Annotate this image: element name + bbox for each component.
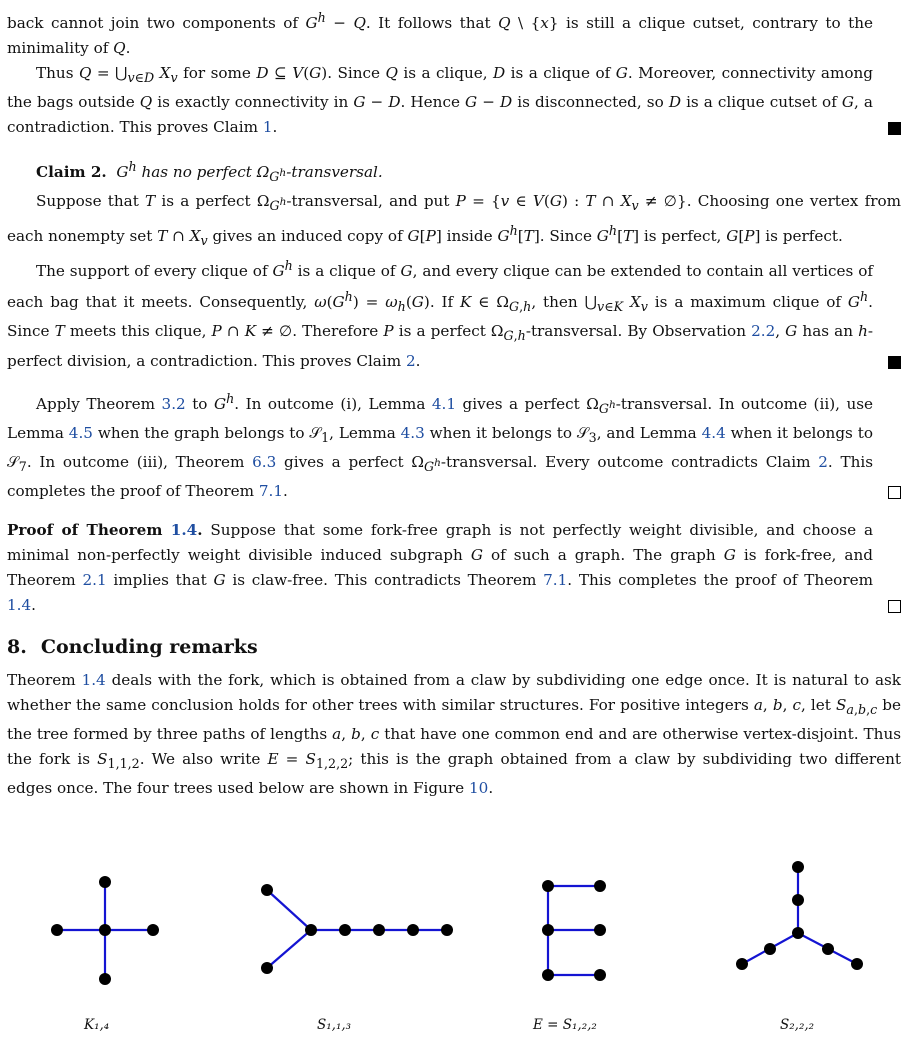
qed-solid-square-icon xyxy=(888,356,901,369)
k14-vertex xyxy=(51,924,63,936)
k14-vertex xyxy=(147,924,159,936)
s113-vertex xyxy=(339,924,351,936)
ref-theorem-2-1[interactable]: 2.1 xyxy=(82,570,107,589)
ref-theorem-6-3[interactable]: 6.3 xyxy=(252,452,277,471)
paragraph-p3: The support of every clique of $G^h$ is a clique of G, and every clique can be extended to contain all vertices of each bag that it meets. Consequently, $\omega(G^h) = \omega_h(G)$. If K ∈ $\Omega_{G,h}$, then $⋃_{v\in K}$ $X_v$ is a maximum clique of $G^h$. Since T meets this clique, P ∩ K ≠ ∅. Therefore P is a perfect $\Omega_{G,h}$-transversal. By Observation 2.2, G has an h-perfect division, a contradiction. This proves Claim 2. xyxy=(7,253,901,373)
s113-vertex xyxy=(441,924,453,936)
k14-vertex xyxy=(99,876,111,888)
e-vertex xyxy=(594,924,606,936)
e-vertex xyxy=(594,880,606,892)
k14-vertex xyxy=(99,973,111,985)
ref-claim-1[interactable]: 1 xyxy=(262,118,273,137)
claim-2-statement: Claim 2. $G^h$ has no perfect $\Omega_{G^h}$-transversal. xyxy=(36,159,383,185)
section-heading xyxy=(7,634,901,660)
ref-theorem-7-1b[interactable]: 7.1 xyxy=(543,570,568,589)
k14-vertex xyxy=(99,924,111,936)
s222-vertex xyxy=(792,894,804,906)
ref-lemma-4-4[interactable]: 4.4 xyxy=(701,423,726,442)
ref-figure-10[interactable]: 10 xyxy=(469,778,489,797)
proof-label: Proof of Theorem 1.4. xyxy=(7,520,203,539)
s113-edge xyxy=(267,930,311,968)
s113-vertex xyxy=(373,924,385,936)
trees-drawing xyxy=(0,840,906,1015)
ref-theorem-1-4-heading[interactable]: 1.4 xyxy=(170,520,198,539)
qed-open-square-icon xyxy=(888,600,901,613)
label-s222: S₂,₂,₂ xyxy=(780,1017,815,1033)
ref-theorem-3-2[interactable]: 3.2 xyxy=(161,394,186,413)
label-k14: K₁,₄ xyxy=(84,1017,110,1033)
e-vertex xyxy=(542,969,554,981)
paragraph-p0: back cannot join two components of $G^h - Q$. It follows that Q \ {x} is still a clique cutset, contrary to the minimality of Q. xyxy=(7,10,873,58)
s113-vertex xyxy=(261,962,273,974)
s222-vertex xyxy=(822,943,834,955)
s222-vertex xyxy=(736,958,748,970)
paper-page xyxy=(7,5,901,801)
paragraph-p2: Suppose that T is a perfect $\Omega_{G^h}$-transversal, and put P = {v ∈ V(G) : T ∩ $X_v$ ≠ ∅}. Choosing one vertex from each nonempty set T ∩ $X_v$ gives an induced copy of G[P] inside $G^h[T]$. Since $G^h[T]$ is perfect, G[P] is perfect. xyxy=(7,192,901,249)
s113-vertex xyxy=(261,884,273,896)
ref-lemma-4-5[interactable]: 4.5 xyxy=(68,423,93,442)
s222-vertex xyxy=(792,861,804,873)
paragraph-p6: Theorem 1.4 deals with the fork, which is obtained from a claw by subdividing one edge once. It is natural to ask whether the same conclusion holds for other trees with similar structures. For positive integers a, b, c, let $S_{a,b,c}$ be the tree formed by three paths of lengths a, b, c that have one common end and are otherwise vertex-disjoint. Thus the fork is $S_{1,1,2}$. We also write $E = S_{1,2,2}$; this is the graph obtained from a claw by subdividing two different edges once. The four trees used below are shown in Figure 10. xyxy=(7,670,902,797)
claim-2-label: Claim 2. xyxy=(36,163,107,182)
section-title: Concluding remarks xyxy=(40,635,258,658)
ref-lemma-4-1[interactable]: 4.1 xyxy=(431,394,457,413)
ref-claim-2b[interactable]: 2 xyxy=(818,452,828,471)
s113-edge xyxy=(267,890,311,930)
ref-theorem-7-1[interactable]: 7.1 xyxy=(258,481,284,500)
paragraph-p5: Proof of Theorem 1.4. Suppose that some fork-free graph is not perfectly weight divisible, and choose a minimal non-perfectly weight divisible induced subgraph G of such a graph. The graph G is fork-free, and Theorem 2.1 implies that G is claw-free. This contradicts Theorem 7.1. This completes the proof of Theorem 1.4. xyxy=(7,518,901,618)
s222-vertex xyxy=(764,943,776,955)
e-vertex xyxy=(542,924,554,936)
ref-theorem-1-4c[interactable]: 1.4 xyxy=(81,670,106,689)
qed-open-square-icon xyxy=(888,486,901,499)
ref-lemma-4-3[interactable]: 4.3 xyxy=(400,423,425,442)
e-vertex xyxy=(542,880,554,892)
s222-vertex xyxy=(851,958,863,970)
ref-claim-2[interactable]: 2 xyxy=(405,351,416,370)
paragraph-p4: Apply Theorem 3.2 to $G^h$. In outcome (i), Lemma 4.1 gives a perfect $\Omega_{G^h}$-transversal. In outcome (ii), use Lemma 4.5 when the graph belongs to 𝒮$_1$, Lemma 4.3 when it belongs to 𝒮$_3$, and Lemma 4.4 when it belongs to 𝒮$_7$. In outcome (iii), Theorem 6.3 gives a perfect $\Omega_{G^h}$-transversal. Every outcome contradicts Claim 2. This completes the proof of Theorem 7.1. xyxy=(7,386,901,504)
figure-10 xyxy=(0,840,906,1039)
section-number: 8. xyxy=(7,635,27,658)
e-vertex xyxy=(594,969,606,981)
label-e-s122: E = S₁,₂,₂ xyxy=(533,1017,597,1033)
label-s113: S₁,₁,₃ xyxy=(317,1017,352,1033)
ref-theorem-1-4[interactable]: 1.4 xyxy=(7,595,32,614)
ref-observation-2-2[interactable]: 2.2 xyxy=(751,322,776,341)
qed-solid-square-icon xyxy=(888,122,901,135)
paragraph-p1: Thus $Q = ⋃_{v\in D}$ $X_v$ for some D ⊆ V(G). Since Q is a clique, D is a clique of G. Moreover, connectivity among the bags outside Q is exactly connectivity in G − D. Hence G − D is disconnected, so D is a clique cutset of G, a contradiction. This proves Claim 1. xyxy=(7,61,901,140)
s113-vertex xyxy=(305,924,317,936)
s222-vertex xyxy=(792,927,804,939)
s113-vertex xyxy=(407,924,419,936)
